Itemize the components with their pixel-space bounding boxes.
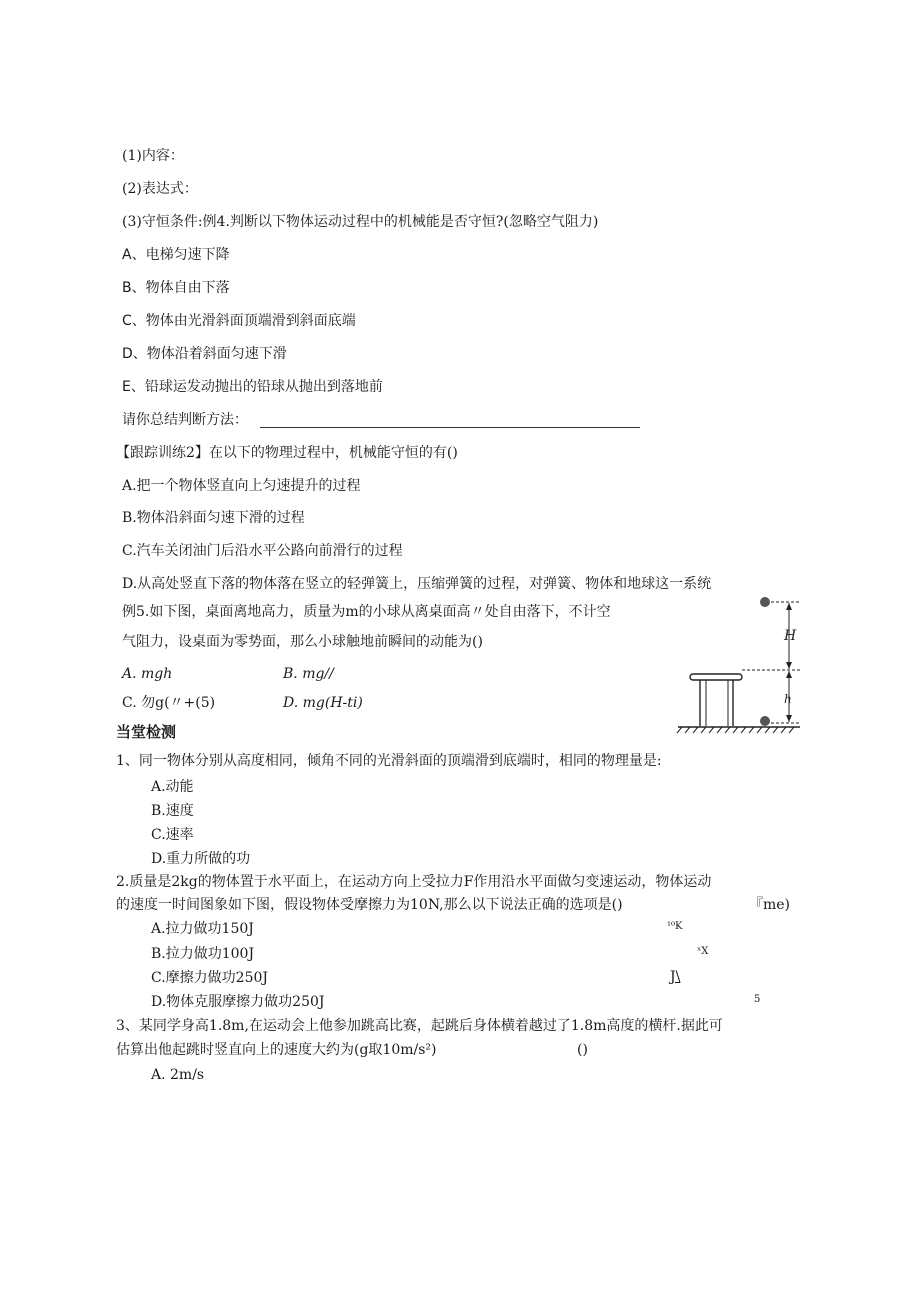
tracking-option-c: C.汽车关闭油门后沿水平公路向前滑行的过程 <box>122 543 403 559</box>
answer-blank-line <box>260 427 640 428</box>
example5-option-b: B. mg// <box>283 666 334 682</box>
question2-option-b: B.拉力做功100J <box>151 946 255 962</box>
example5-line2: 气阻力，设桌面为零势面，那么小球触地前瞬间的动能为() <box>122 634 483 650</box>
example4-option-b: B、物体自由下落 <box>122 280 230 296</box>
example5-line1: 例5.如下图，桌面离地高力，质量为m的小球从离桌面高〃处自由落下，不计空 <box>122 604 611 620</box>
example4-option-a: A、电梯匀速下降 <box>122 247 230 263</box>
example4-option-c: C、物体由光滑斜面顶端滑到斜面底端 <box>122 313 356 329</box>
example5-option-d: D. mg(H-ti) <box>283 695 363 711</box>
question1-option-a: A.动能 <box>151 779 194 795</box>
label-H: H <box>784 628 797 644</box>
ball-start-icon <box>760 597 770 607</box>
summary-prompt: 请你总结判断方法： <box>122 412 248 428</box>
item-expression: (2)表达式： <box>122 181 198 197</box>
tracking-option-d: D.从高处竖直下落的物体落在竖立的轻弹簧上，压缩弹簧的过程，对弹簧、物体和地球这一系统 <box>122 576 712 592</box>
graph-fragment-5: 5 <box>754 994 761 1005</box>
example4-option-d: D、物体沿着斜面匀速下滑 <box>122 346 287 362</box>
table-top <box>690 674 742 680</box>
question1-option-d: D.重力所做的功 <box>151 851 251 867</box>
tracking-option-b: B.物体沿斜面匀速下滑的过程 <box>122 510 305 526</box>
label-h: h <box>784 692 792 706</box>
graph-fragment-line: J\ <box>670 969 681 985</box>
table-ball-diagram <box>676 590 810 740</box>
ball-end-icon <box>760 716 770 726</box>
question2-option-a: A.拉力做功150J <box>151 921 254 937</box>
example5-option-a: A. mgh <box>122 666 173 682</box>
question1-option-c: C.速率 <box>151 827 194 843</box>
question2-option-d: D.物体克服摩擦力做功250J <box>151 994 325 1010</box>
question1-option-b: B.速度 <box>151 803 194 819</box>
question2-stem-line2: 的速度一时间图象如下图，假设物体受摩擦力为10N,那么以下说法正确的选项是() <box>116 897 623 913</box>
question2-option-c: C.摩擦力做功250J <box>151 970 268 986</box>
question3-stem-line2: 估算出他起跳时竖直向上的速度大约为(g取10m/s²) <box>116 1042 437 1058</box>
question3-option-a: A. 2m/s <box>151 1067 205 1083</box>
example5-option-c: C. 勿g(〃+(5) <box>122 695 216 711</box>
item-content: (1)内容： <box>122 148 184 164</box>
item-conditions: (3)守恒条件:例4.判断以下物体运动过程中的机械能是否守恒?(忽略空气阻力) <box>122 214 599 230</box>
question1-stem: 1、同一物体分别从高度相同，倾角不同的光滑斜面的顶端滑到底端时，相同的物理量是: <box>116 753 662 769</box>
question3-answer-paren: () <box>577 1042 588 1058</box>
graph-fragment-x: ˣX <box>697 946 709 957</box>
tracking-option-a: A.把一个物体竖直向上匀速提升的过程 <box>122 478 361 494</box>
question3-stem-line1: 3、某同学身高1.8m,在运动会上他参加跳高比赛，起跳后身体横着越过了1.8m高度的横杆.据此可 <box>116 1018 723 1034</box>
question2-stem-line1: 2.质量是2kg的物体置于水平面上，在运动方向上受拉力F作用沿水平面做匀变速运动，物体运动 <box>116 874 712 890</box>
graph-fragment-10: ¹⁰K <box>667 921 683 932</box>
graph-fragment-axis-label: 『me) <box>749 897 791 913</box>
tracking-exercise-title: 【跟踪训练2】在以下的物理过程中，机械能守恒的有() <box>116 445 458 461</box>
example4-option-e: E、铅球运发动抛出的铅球从抛出到落地前 <box>122 379 383 395</box>
section-heading: 当堂检测 <box>116 723 177 741</box>
